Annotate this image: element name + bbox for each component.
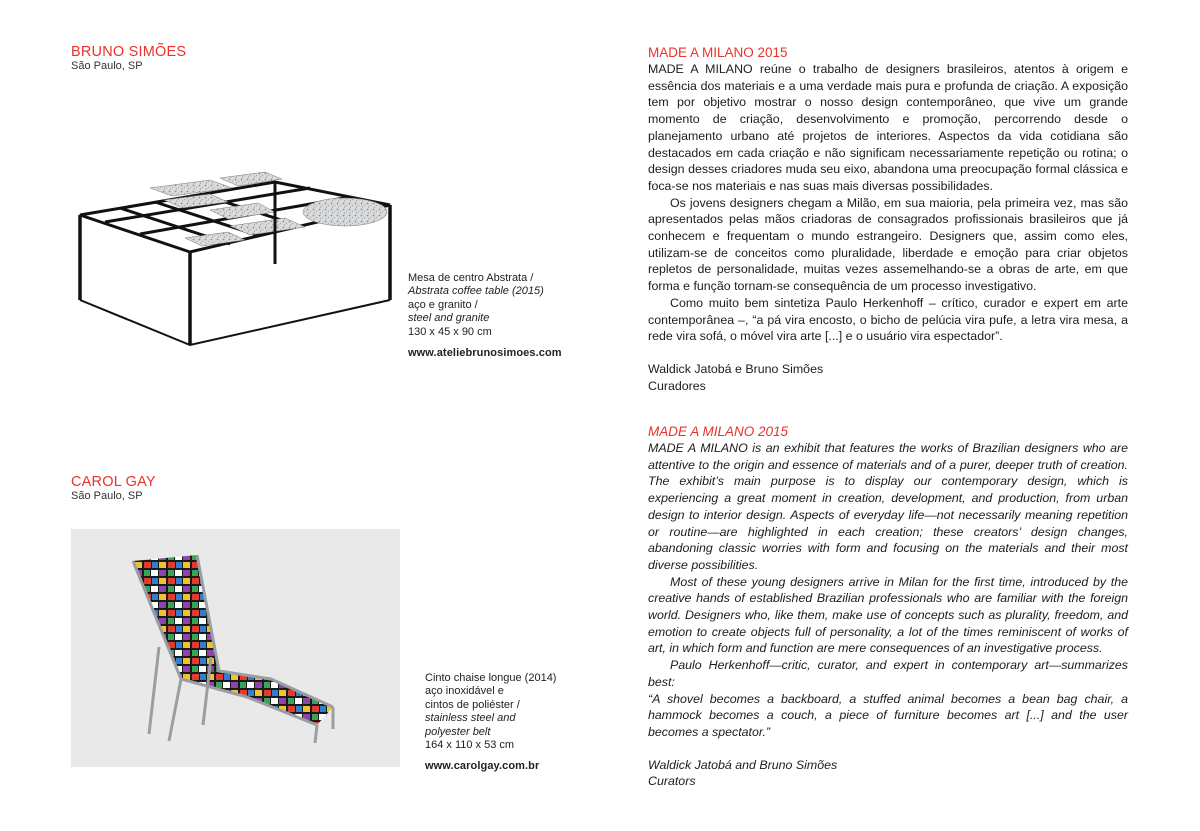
article-paragraph: Paulo Herkenhoff—critic, curator, and expert in contemporary art—summarizes best:	[648, 658, 1128, 689]
coffee-table-illustration	[60, 160, 400, 360]
article-paragraph: Most of these young designers arrive in Milan for the first time, introduced by the creative hands of established Brazilian professionals who are familiar with the foreign world. Designers who, like them, make use of concepts such as plurality, freedom, and emotion to create objects full of personality, a lot of the times reminiscent of works of art, in which form and function are mere consequences of an investigative process.	[648, 574, 1128, 656]
coffee-table-photo	[60, 160, 400, 360]
caption-material: aço inoxidável e	[425, 685, 504, 698]
article-title: MADE A MILANO 2015	[648, 424, 789, 439]
caption-title: Mesa de centro Abstrata /	[408, 272, 534, 284]
article-signature: Waldick Jatobá e Bruno Simões	[648, 361, 824, 376]
caption-material: cintos de poliéster /	[425, 698, 520, 711]
coffee-table-caption	[408, 272, 562, 360]
article-title: MADE A MILANO 2015	[648, 45, 788, 60]
designer-city: São Paulo, SP	[71, 60, 143, 72]
article-portuguese	[648, 44, 1128, 394]
article-quote: “A shovel becomes a backboard, a stuffed animal becomes a bean bag chair, a hammock becomes a couch, a piece of furniture becomes art [...] and the user becomes a spectator.”	[648, 691, 1128, 739]
caption-title-en: Abstrata coffee table (2015)	[408, 285, 544, 298]
chaise-longue-illustration	[71, 529, 400, 767]
caption-material-en: polyester belt	[425, 725, 491, 738]
designer-website-link[interactable]: www.ateliebrunosimoes.com	[408, 347, 562, 360]
designer-city: São Paulo, SP	[71, 490, 143, 502]
article-paragraph: MADE A MILANO is an exhibit that features the works of Brazilian designers who are attentive to the origin and essence of materials and of a purer, deeper truth of creation. The exhibit’s main purpose is to display our contemporary design, which is experiencing a great moment in creation, development, and production, from urban design to interior design. Aspects of everyday life—not necessarily meaning repetition or routine—are highlighted in each creation; these creators’ design changes, abandoning classic worries with form and focusing on the materials and their most diverse possibilities.	[648, 441, 1128, 572]
caption-dimensions: 164 x 110 x 53 cm	[425, 739, 515, 752]
caption-dimensions: 130 x 45 x 90 cm	[408, 325, 492, 338]
article-paragraph: Os jovens designers chegam a Milão, em sua maioria, pela primeira vez, mas são apresentados pelas mãos criadoras de consagrados profissionais brasileiros que já conhecem e frequentam o mundo estrangeiro. Designers que, assim como eles, utilizam-se de conceitos como pluralidade, liberdade e emoção para criar objetos repletos de personalidade, muitas vezes assemelhando-se a obras de arte, em que forma e função tornam-se consequência de um processo investigativo.	[648, 195, 1128, 294]
article-paragraph: Como muito bem sintetiza Paulo Herkenhoff – crítico, curador e expert em arte contemporânea –, “a pá vira encosto, o bicho de pelúcia vira pufe, a letra vira mesa, a rede vira sofá, o móvel vira arte [...] e o usuário vira espectador”.	[648, 295, 1128, 344]
chaise-longue-caption	[425, 672, 575, 774]
designer-name-bruno-simoes: BRUNO SIMÕES	[71, 44, 187, 60]
chaise-longue-photo	[71, 529, 400, 767]
designer-website-link[interactable]: www.carolgay.com.br	[425, 760, 540, 773]
caption-material-en: stainless steel and	[425, 712, 516, 725]
article-signature: Waldick Jatobá and Bruno Simões	[648, 757, 838, 772]
caption-material: aço e granito /	[408, 298, 478, 311]
article-paragraph: MADE A MILANO reúne o trabalho de designers brasileiros, atentos à origem e essência dos materiais e a uma verdade mais pura e profunda de criação. A exposição tem por objetivo mostrar o nosso design contemporâneo, que vive um grande momento de criação, desenvolvimento e promoção, percorrendo desde o planejamento urbano até projetos de interiores. Aspectos da vida cotidiana são destacados em cada criação e não significam necessariamente repetição ou rotina; o design desses criadores muda seu eixo, abandona uma preocupação formal clássica e foca-se nos materiais e nas suas mais diversas possibilidades.	[648, 62, 1128, 193]
article-signature-role: Curadores	[648, 378, 706, 393]
caption-material-en: steel and granite	[408, 312, 490, 325]
designer-name-carol-gay: CAROL GAY	[71, 474, 156, 490]
caption-title: Cinto chaise longue (2014)	[425, 672, 557, 684]
article-signature-role: Curators	[648, 774, 696, 789]
article-english	[648, 423, 1128, 790]
